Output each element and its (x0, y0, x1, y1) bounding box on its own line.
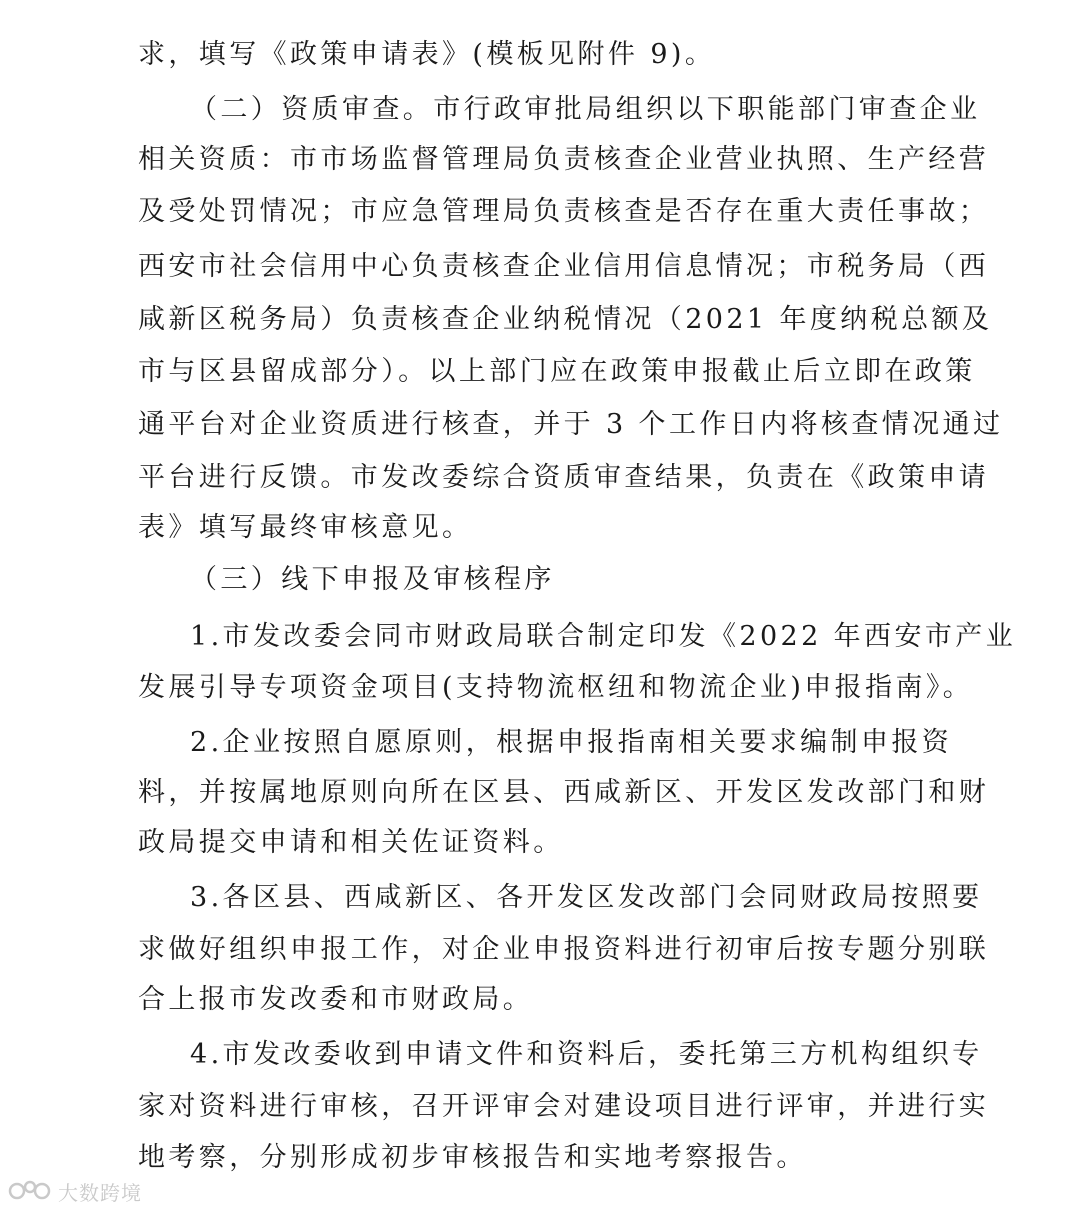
text-line: 政局提交申请和相关佐证资料。 (138, 827, 564, 858)
text-line: 通平台对企业资质进行核查，并于 3 个工作日内将核查情况通过 (138, 409, 1004, 440)
text-line: 相关资质：市市场监督管理局负责核查企业营业执照、生产经营 (138, 144, 990, 175)
text-line: 求，填写《政策申请表》(模板见附件 9)。 (138, 39, 716, 70)
text-line: 家对资料进行审核，召开评审会对建设项目进行评审，并进行实 (138, 1091, 990, 1122)
text-line: （二）资质审查。市行政审批局组织以下职能部门审查企业 (190, 94, 981, 125)
text-line: 1.市发改委会同市财政局联合制定印发《2022 年西安市产业 (190, 621, 1017, 652)
watermark-logo-icon (8, 1178, 52, 1204)
text-line: 3.各区县、西咸新区、各开发区发改部门会同财政局按照要 (190, 882, 983, 913)
text-line: 发展引导专项资金项目(支持物流枢纽和物流企业)申报指南》。 (138, 672, 974, 703)
text-line: 4.市发改委收到申请文件和资料后，委托第三方机构组织专 (190, 1039, 983, 1070)
text-line: 市与区县留成部分）。以上部门应在政策申报截止后立即在政策 (138, 356, 976, 387)
watermark-text: 大数跨境 (58, 1180, 142, 1205)
text-line: 表》填写最终审核意见。 (138, 512, 473, 543)
section-heading: （三）线下申报及审核程序 (190, 564, 555, 595)
text-line: 平台进行反馈。市发改委综合资质审查结果，负责在《政策申请 (138, 462, 990, 493)
text-line: 西安市社会信用中心负责核查企业信用信息情况；市税务局（西 (138, 251, 990, 282)
text-line: 及受处罚情况；市应急管理局负责核查是否存在重大责任事故； (138, 196, 990, 227)
text-line: 地考察，分别形成初步审核报告和实地考察报告。 (138, 1142, 807, 1173)
text-line: 合上报市发改委和市财政局。 (138, 984, 534, 1015)
text-line: 料，并按属地原则向所在区县、西咸新区、开发区发改部门和财 (138, 777, 990, 808)
text-line: 2.企业按照自愿原则，根据申报指南相关要求编制申报资 (190, 727, 953, 758)
text-line: 咸新区税务局）负责核查企业纳税情况（2021 年度纳税总额及 (138, 304, 993, 335)
text-line: 求做好组织申报工作，对企业申报资料进行初审后按专题分别联 (138, 934, 990, 965)
watermark (8, 1176, 142, 1206)
